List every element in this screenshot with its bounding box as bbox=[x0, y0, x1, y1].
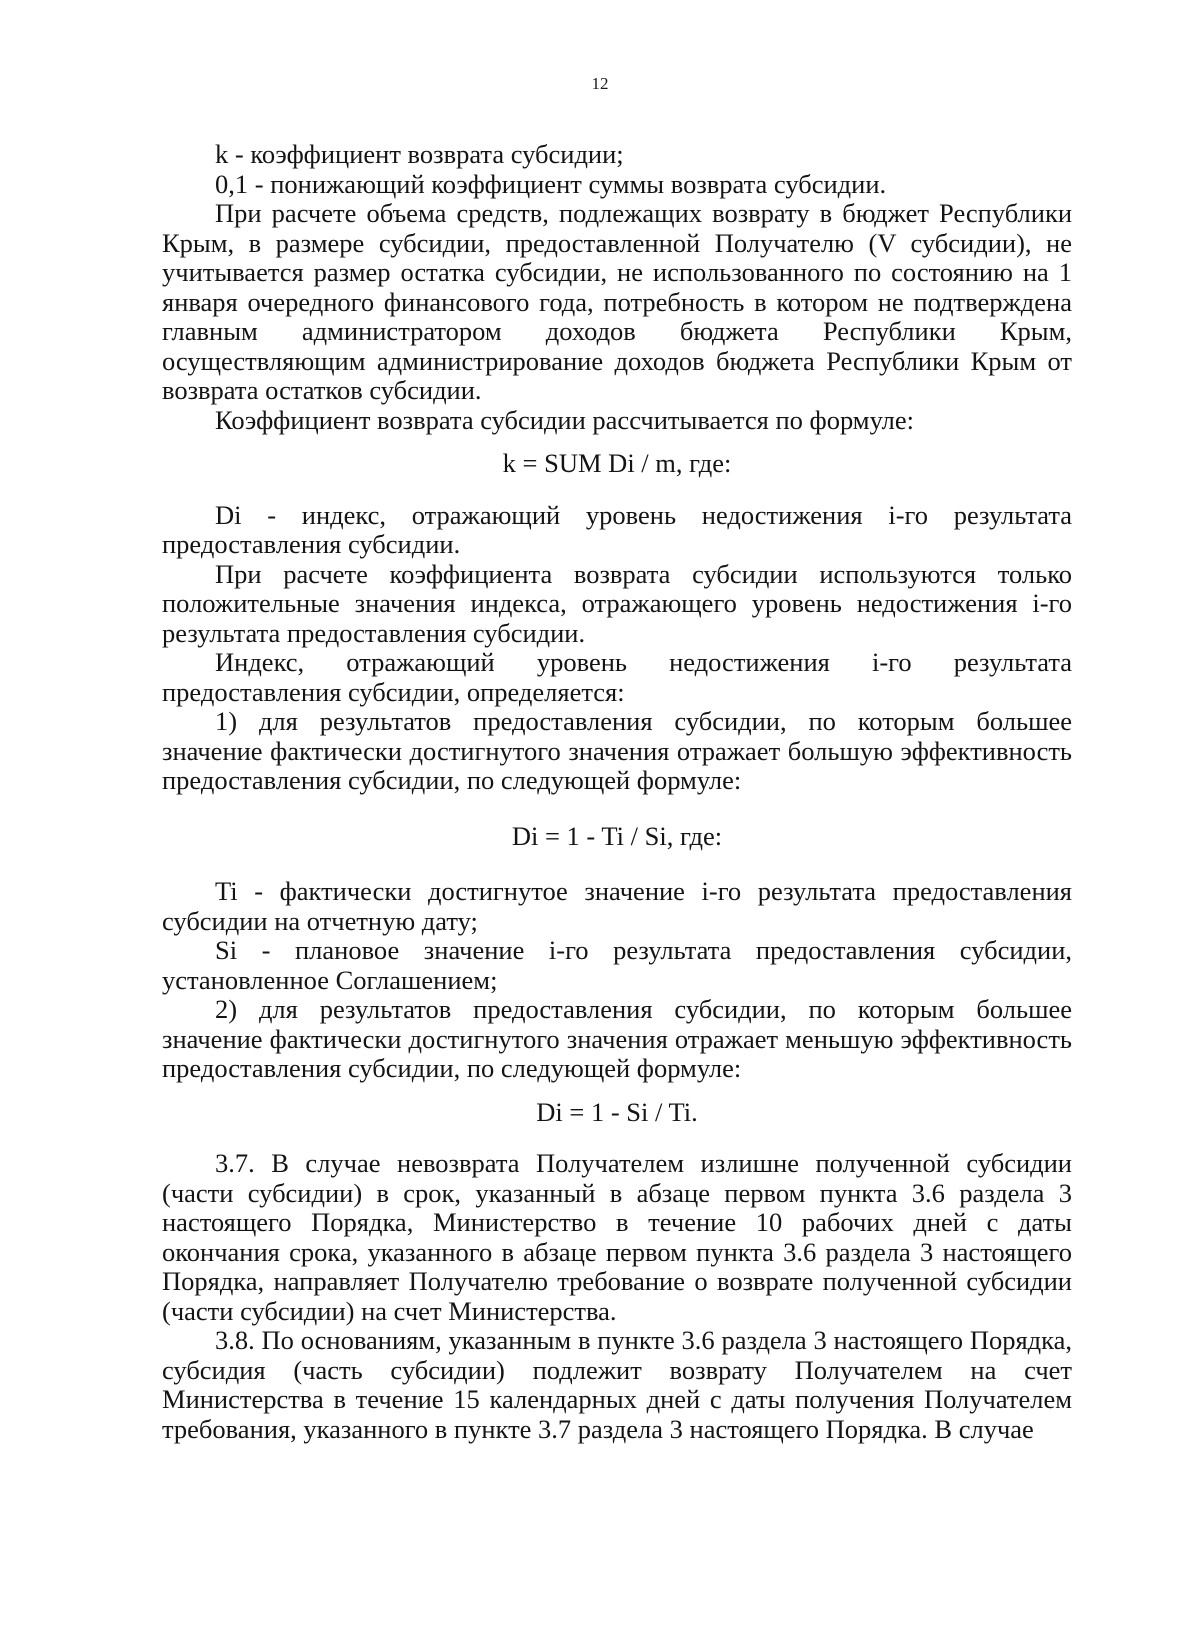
paragraph-si-definition: Si - плановое значение i-го результата предоставления субсидии, установленное Соглашением; bbox=[162, 935, 1072, 995]
formula-di-two: Di = 1 - Si / Ti. bbox=[536, 1096, 698, 1127]
paragraph-k-definition: k - коэффициент возврата субсидии; bbox=[215, 139, 624, 169]
paragraph-case-one: 1) для результатов предоставления субсидии, по которым большее значение фактически достигнутого значения отражает большую эффективность предоставления субсидии, по следующей формуле: bbox=[162, 706, 1072, 795]
document-body bbox=[162, 140, 1072, 1444]
paragraph-ti-definition: Ti - фактически достигнутое значение i-го результата предоставления субсидии на отчетную дату; bbox=[162, 876, 1072, 936]
paragraph-positive-values: При расчете коэффициента возврата субсидии используются только положительные значения индекса, отражающего уровень недостижения i-го результата предоставления субсидии. bbox=[162, 558, 1072, 648]
paragraph-formula-intro: Коэффициент возврата субсидии рассчитывается по формуле: bbox=[215, 404, 915, 435]
paragraph-calculation-rules: При расчете объема средств, подлежащих возврату в бюджет Республики Крым, в размере субсидии, предоставленной Получателю (V субсидии), не учитывается размер остатка субсидии, не использованного по состоянию на 1 января очередного финансового года, потребность в котором не подтверждена главным администратором доходов бюджета Республики Крым, осуществляющим администрирование доходов бюджета Республики Крым от возврата остатков субсидии. bbox=[162, 198, 1072, 405]
paragraph-di-definition: Di - индекс, отражающий уровень недостижения i-го результата предоставления субсидии. bbox=[162, 499, 1072, 559]
formula-k: k = SUM Di / m, где: bbox=[502, 448, 732, 478]
paragraph-reduction-coefficient: 0,1 - понижающий коэффициент суммы возврата субсидии. bbox=[215, 168, 887, 199]
paragraph-section-3-8: 3.8. По основаниям, указанным в пункте 3.6 раздела 3 настоящего Порядка, субсидия (часть субсидии) подлежит возврату Получателем на счет Министерства в течение 15 календарных дней с даты получения Получателем требования, указанного в пункте 3.7 раздела 3 настоящего Порядка. В случае bbox=[162, 1325, 1072, 1444]
page-number: 12 bbox=[591, 74, 609, 93]
paragraph-index-definition: Индекс, отражающий уровень недостижения i-го результата предоставления субсидии, определяется: bbox=[162, 647, 1072, 707]
formula-di-one: Di = 1 - Ti / Si, где: bbox=[511, 820, 723, 851]
paragraph-section-3-7: 3.7. В случае невозврата Получателем излишне полученной субсидии (части субсидии) в срок, указанный в абзаце первом пункта 3.6 раздела 3 настоящего Порядка, Министерство в течение 10 рабочих дней с даты окончания срока, указанного в абзаце первом пункта 3.6 раздела 3 настоящего Порядка, направляет Получателю требование о возврате полученной субсидии (части субсидии) на счет Министерства. bbox=[162, 1148, 1072, 1326]
paragraph-case-two: 2) для результатов предоставления субсидии, по которым большее значение фактически достигнутого значения отражает меньшую эффективность предоставления субсидии, по следующей формуле: bbox=[162, 994, 1072, 1083]
